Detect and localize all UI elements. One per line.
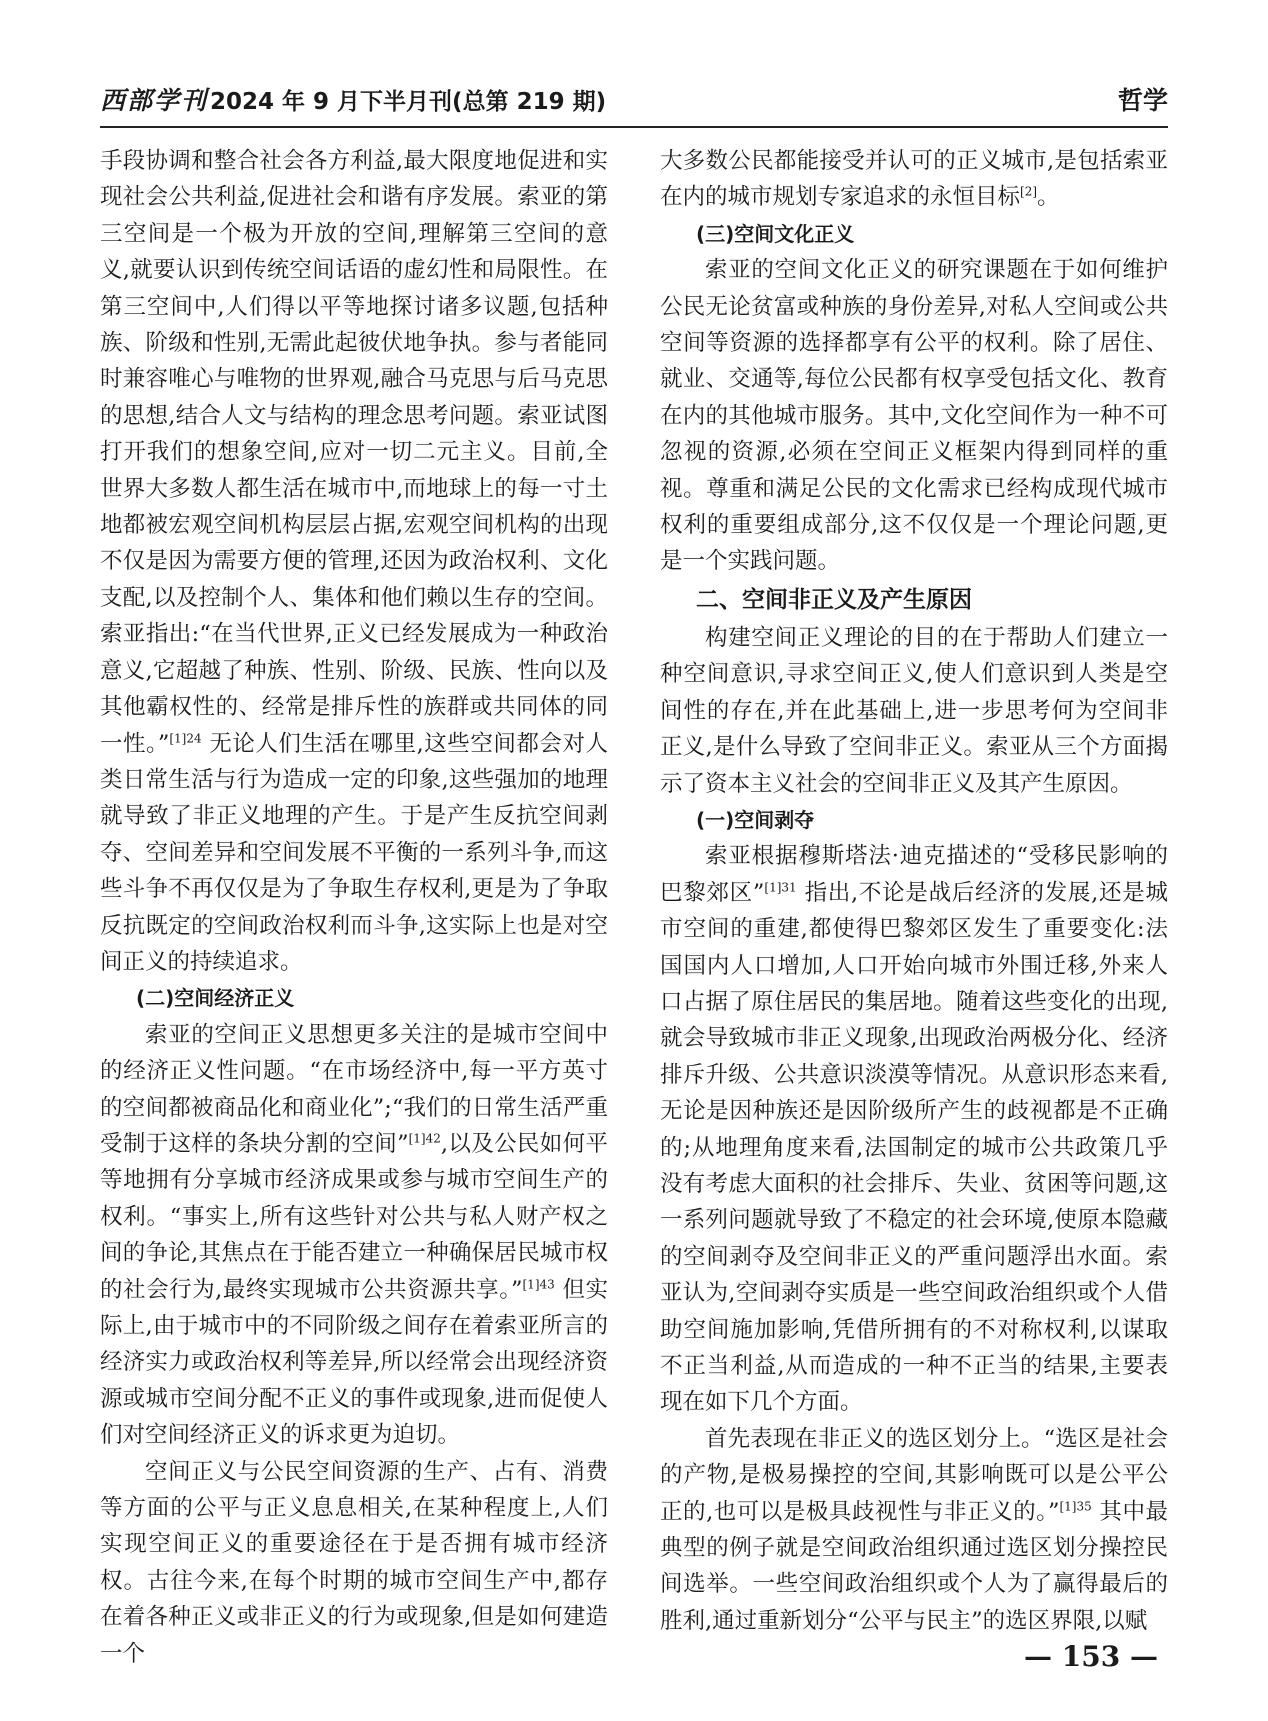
running-header <box>100 82 1168 128</box>
paragraph <box>100 1017 608 1454</box>
text: 索亚根据穆斯塔法·迪克描述的“受移民影响的巴黎郊区” <box>660 843 1168 906</box>
citation: [1]35 <box>1059 1499 1092 1514</box>
text: 索亚的空间正义思想更多关注的是城市空间中的经济正义性问题。“在市场经济中,每一平方英寸的空间都被商品化和商业化”;“我们的日常生活严重受制于这样的条块分割的空间” <box>100 1021 608 1157</box>
header-left <box>100 86 606 117</box>
paragraph: 空间正义与公民空间资源的生产、占有、消费等方面的公平与正义息息相关,在某种程度上,人们实现空间正义的重要途径在于是否拥有城市经济权。古往今来,在每个时期的城市空间生产中,都存在着各种正义或非正义的行为或现象,但是如何建造一个 <box>100 1458 608 1667</box>
text: 但实际上,由于城市中的不同阶级之间存在着索亚所言的经济实力或政治权利等差异,所以经常会出现经济资源或城市空间分配不正义的事件或现象,进而促使人们对空间经济正义的诉求更为迫切。 <box>100 1276 608 1449</box>
subheading-economic-justice: (二)空间经济正义 <box>136 986 295 1011</box>
text: 指出,不论是战后经济的发展,还是城市空间的重建,都使得巴黎郊区发生了重要变化:法国国内人口增加,人口开始向城市外围迁移,外来人口占据了原住居民的集居地。随着这些变化的出现,就会导致城市非正义现象,出现政治两极分化、经济排斥升级、公共意识淡漠等情况。从意识形态来看,无论是因种族还是因阶级所产生的歧视都是不正确的;从地理角度来看,法国制定的城市公共政策几乎没有考虑大面积的社会排斥、失业、贫困等问题,这一系列问题就导致了不稳定的社会环境,使原本隐藏的空间剥夺及空间非正义的严重问题浮出水面。索亚认为,空间剥夺实质是一些空间政治组织或个人借助空间施加影响,凭借所拥有的不对称权利,以谋取不正当利益,从而造成的一种不正当的结果,主要表现在如下几个方面。 <box>660 879 1168 1416</box>
text: 其中最典型的例子就是空间政治组织通过选区划分操控民间选举。一些空间政治组织或个人为了赢得最后的胜利,通过重新划分“公平与民主”的选区界限,以赋 <box>660 1498 1168 1634</box>
issue-info: 2024 年 9 月下半月刊(总第 219 期) <box>210 89 607 115</box>
text: 首先表现在非正义的选区划分上。“选区是社会的产物,是极易操控的空间,其影响既可以是公平公正的,也可以是极具歧视性与非正义的。” <box>660 1425 1168 1525</box>
left-column <box>100 143 608 1672</box>
text: 无论人们生活在哪里,这些空间都会对人类日常生活与行为造成一定的印象,这些强加的地理就导致了非正义地理的产生。于是产生反抗空间剥夺、空间差异和空间发展不平衡的一系列斗争,而这些斗争不再仅仅是为了争取生存权利,更是为了争取反抗既定的空间政治权利而斗争,这实际上也是对空间正义的持续追求。 <box>100 730 608 975</box>
citation: [1]24 <box>169 731 202 745</box>
text: 大多数公民都能接受并认可的正义城市,是包括索亚在内的城市规划专家追求的永恒目标 <box>660 148 1168 211</box>
right-column <box>660 143 1168 1639</box>
citation: [1]43 <box>522 1277 555 1292</box>
section-heading: 二、空间非正义及产生原因 <box>696 586 972 613</box>
text: ,以及公民如何平等地拥有分享城市经济成果或参与城市空间生产的权利。“事实上,所有这些针对公共与私人财产权之间的争论,其焦点在于能否建立一种确保居民城市权的社会行为,最终实现城市公共资源共享。” <box>100 1130 608 1303</box>
paragraph <box>660 143 1168 216</box>
subheading-spatial-deprivation: (一)空间剥夺 <box>696 807 815 832</box>
paragraph <box>660 1421 1168 1639</box>
subheading-cultural-justice: (三)空间文化正义 <box>696 221 855 246</box>
citation: [1]31 <box>764 880 797 895</box>
paragraph <box>100 143 608 980</box>
text: 手段协调和整合社会各方利益,最大限度地促进和实现社会公共利益,促进社会和谐有序发展。索亚的第三空间是一个极为开放的空间,理解第三空间的意义,就要认识到传统空间话语的虚幻性和局限性。在第三空间中,人们得以平等地探讨诸多议题,包括种族、阶级和性别,无需此起彼伏地争执。参与者能同时兼容唯心与唯物的世界观,融合马克思与后马克思的思想,结合人文与结构的理念思考问题。索亚试图打开我们的想象空间,应对一切二元主义。目前,全世界大多数人都生活在城市中,而地球上的每一寸土地都被宏观空间机构层层占据,宏观空间机构的出现不仅是因为需要方便的管理,还因为政治权利、文化支配,以及控制个人、集体和他们赖以生存的空间。索亚指出:“在当代世界,正义已经发展成为一种政治意义,它超越了种族、性别、阶级、民族、性向以及其他霸权性的、经常是排斥性的族群或共同体的同一性。” <box>100 148 608 757</box>
journal-logo: 西部学刊 <box>100 86 209 115</box>
citation: [1]42 <box>408 1131 441 1146</box>
text: 。 <box>1037 184 1060 211</box>
page-number: — 153 — <box>1024 1640 1158 1673</box>
paragraph: 构建空间正义理论的目的在于帮助人们建立一种空间意识,寻求空间正义,使人们意识到人类是空间性的存在,并在此基础上,进一步思考何为空间非正义,是什么导致了空间非正义。索亚从三个方面揭示了资本主义社会的空间非正义及其产生原因。 <box>660 624 1168 797</box>
paragraph <box>660 838 1168 1421</box>
paragraph: 索亚的空间文化正义的研究课题在于如何维护公民无论贫富或种族的身份差异,对私人空间或公共空间等资源的选择都享有公平的权利。除了居住、就业、交通等,每位公民都有权享受包括文化、教育在内的其他城市服务。其中,文化空间作为一种不可忽视的资源,必须在空间正义框架内得到同样的重视。尊重和满足公民的文化需求已经构成现代城市权利的重要组成部分,这不仅仅是一个理论问题,更是一个实践问题。 <box>660 257 1168 575</box>
citation: [2] <box>1020 184 1038 199</box>
section-label: 哲学 <box>1117 86 1168 115</box>
